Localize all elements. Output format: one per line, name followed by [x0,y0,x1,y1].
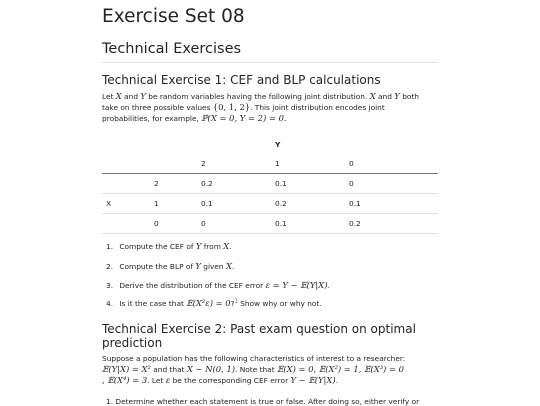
column-header: 1 [271,154,345,174]
row-header: 0 [150,214,197,234]
footnote-link[interactable]: 1 [234,298,238,305]
table-y-label-row [102,135,438,154]
math-example-probability: ℙ(X = 0, Y = 2) = 0. [201,113,287,123]
math-values-set: {0, 1, 2} [212,102,251,112]
list-item: 4. Is it the case that 𝔼(X²ε) = 0?$^1$ Show why or why not. [106,298,322,308]
table-cell: 0.2 [345,214,438,234]
table-cell: 0.2 [197,174,271,194]
column-header: 2 [197,154,271,174]
list-item: 2. Compute the BLP of Y given X. [106,261,235,271]
table-cell: 0.2 [271,194,345,214]
intro-text: . This joint distribution encodes joint [250,103,385,112]
exercise-2-intro: Suppose a population has the following characteristics of interest to a researcher: 𝔼(Y|X) = X² and that X ∼ N(0, 1). Note that 𝔼(X) = 0, 𝔼(X²) = 1, 𝔼(X³) = 0 , 𝔼(X⁴) = 3. Let ε be the corresponding CEF error Y − 𝔼(Y|X). [102,354,406,385]
list-item: 1. Determine whether each statement is true or false. After doing so, either verify or [106,397,420,406]
math-x: X [115,91,122,101]
table-cell: 0.1 [271,214,345,234]
row-header: 1 [150,194,197,214]
y-axis-label: Y [275,140,281,149]
exercise-1-intro [102,91,438,124]
page-title: Exercise Set 08 [102,6,245,27]
list-item: 3. Derive the distribution of the CEF error ε = Y − 𝔼(Y|X). [106,280,330,290]
intro-text: and [124,92,139,101]
math-x: X [369,91,376,101]
table-header-row [102,154,438,174]
table-cell: 0.1 [345,194,438,214]
intro-text: take on three possible values [102,103,211,112]
table-row [102,214,438,234]
table-cell: 0.1 [197,194,271,214]
intro-text: and [378,92,392,101]
list-item: 1. Compute the CEF of Y from X. [106,241,232,251]
table-row [102,174,438,194]
math-y: Y [140,91,146,101]
joint-distribution-table [102,135,438,234]
intro-text: probabilities, for example, [102,114,199,123]
table-row [102,194,438,214]
intro-text: Let [102,92,114,101]
math-y: Y [394,91,400,101]
table-cell: 0 [197,214,271,234]
table-cell: 0 [345,174,438,194]
x-axis-label: X [102,194,150,214]
intro-text: be random variables having the following joint distribution. [148,92,368,101]
table-cell: 0.1 [271,174,345,194]
section-divider [102,62,438,63]
exercise-2-title: Technical Exercise 2: Past exam question on optimal prediction [102,322,416,350]
exercise-1-title: Technical Exercise 1: CEF and BLP calculations [102,73,381,87]
row-header: 2 [150,174,197,194]
intro-text: both [402,92,419,101]
column-header: 0 [345,154,438,174]
section-title: Technical Exercises [102,41,242,57]
